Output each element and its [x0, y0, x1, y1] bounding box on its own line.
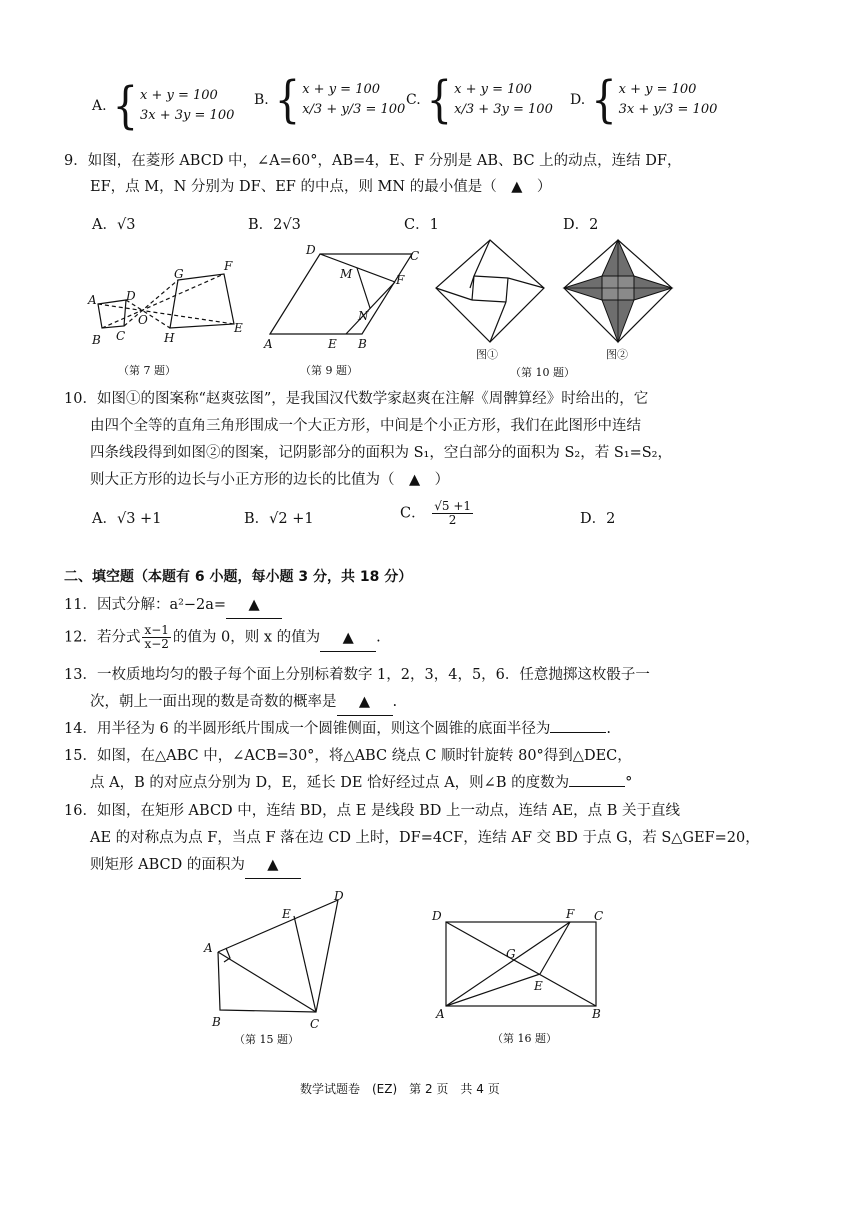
label-f: F	[224, 259, 233, 273]
q10-option-a: A．√3 +1	[92, 511, 162, 527]
caption-q15: （第 15 题）	[234, 1033, 299, 1046]
label-n: N	[358, 309, 369, 323]
q14: 14．用半径为 6 的半圆形纸片围成一个圆锥侧面，则这个圆锥的底面半径为 .	[64, 721, 612, 737]
answer-blank: ▲	[226, 592, 282, 619]
q13-line-1: 13．一枚质地均匀的骰子每个面上分别标着数字 1，2，3，4，5，6．任意抛掷这枚骰子一	[64, 667, 650, 683]
label-g: G	[506, 947, 516, 961]
label-b: B	[212, 1015, 221, 1029]
label-c: C	[116, 329, 126, 343]
q9-option-d: D．2	[563, 217, 599, 233]
q15-line-2: 点 A，B 的对应点分别为 D，E，延长 DE 恰好经过点 A，则∠B 的度数为 °	[90, 775, 633, 791]
equation-2: 3x + y/3 = 100	[618, 102, 718, 117]
label-e: E	[328, 337, 337, 351]
q10-line-2: 由四个全等的直角三角形围成一个大正方形，中间是个小正方形，我们在此图形中连结	[90, 418, 641, 434]
q10-line-3: 四条线段得到如图②的图案，记阴影部分的面积为 S₁，空白部分的面积为 S₂，若 S₁=S₂，	[90, 445, 672, 461]
label-d: D	[334, 889, 344, 903]
fraction: $\frac{x-1}{x-2}$	[144, 623, 169, 651]
label-e: E	[234, 321, 243, 335]
label-c: C	[594, 909, 604, 923]
q12: 12．若分式 $\frac{x-1}{x-2}$ 的值为 0，则 x 的值为 ▲ .	[64, 623, 381, 651]
figure-q15	[196, 888, 366, 1048]
answer-blank: ▲	[245, 852, 301, 879]
q9-line-2: EF，点 M，N 分别为 DF、EF 的中点，则 MN 的最小值是（ ▲ ）	[90, 179, 552, 195]
label-e: E	[534, 979, 543, 993]
q8-option-c: C. { x + y = 100 x/3 + 3y = 100	[406, 71, 553, 129]
q10-line-1: 10．如图①的图案称“赵爽弦图”，是我国汉代数学家赵爽在注解《周髀算经》时给出的，它	[64, 391, 649, 407]
label-b: B	[92, 333, 101, 347]
label-c: C	[410, 249, 420, 263]
label-o: O	[138, 313, 148, 327]
label-d: D	[432, 909, 442, 923]
q16-line-1: 16．如图，在矩形 ABCD 中，连结 BD，点 E 是线段 BD 上一动点，连结 AE，点 B 关于直线	[64, 803, 681, 819]
label-a: A	[204, 941, 213, 955]
q9-option-b: B．2√3	[248, 217, 301, 233]
q16-line-3: 则矩形 ABCD 的面积为 ▲	[90, 852, 301, 879]
option-label: D.	[570, 92, 586, 108]
equation-1: x + y = 100	[618, 82, 697, 97]
q10-option-c	[400, 500, 475, 527]
answer-blank: ▲	[337, 689, 393, 716]
q13-line-2: 次，朝上一面出现的数是奇数的概率是 ▲ .	[90, 689, 397, 716]
answer-blank	[569, 786, 625, 787]
fraction: $\frac{√5 +1}{2}$	[434, 499, 472, 527]
option-label: B.	[254, 92, 269, 108]
q11: 11．因式分解：a²−2a= ▲	[64, 592, 282, 619]
q8-option-a: A. { x + y = 100 3x + 3y = 100	[92, 77, 235, 135]
figure-q9	[260, 240, 430, 378]
section-heading: 二、填空题（本题有 6 小题，每小题 3 分，共 18 分）	[64, 569, 413, 585]
label-d: D	[306, 243, 316, 257]
label-e: E	[282, 907, 291, 921]
q16-line-2: AE 的对称点为点 F，当点 F 落在边 CD 上时，DF=4CF，连结 AF 交 BD 于点 G，若 S△GEF=20，	[90, 830, 760, 846]
label-d: D	[126, 289, 136, 303]
figure-q7	[84, 256, 254, 376]
q8-option-d: D. { x + y = 100 3x + y/3 = 100	[570, 71, 718, 129]
q10-line-4: 则大正方形的边长与小正方形的边长的比值为（ ▲ ）	[90, 472, 450, 488]
label-b: B	[592, 1007, 601, 1021]
caption-q16: （第 16 题）	[492, 1032, 557, 1045]
equation-2: x/3 + 3y = 100	[454, 102, 553, 117]
option-label: C．	[400, 505, 426, 522]
q9-option-a: A．√3	[92, 217, 136, 233]
caption-q10-fig1: 图①	[476, 348, 498, 361]
equation-2: x/3 + y/3 = 100	[302, 102, 406, 117]
q15-line-1: 15．如图，在△ABC 中，∠ACB=30°，将△ABC 绕点 C 顺时针旋转 80°得到△DEC，	[64, 748, 632, 764]
caption-q10-fig2: 图②	[606, 348, 628, 361]
answer-blank	[550, 732, 606, 733]
caption-q7: （第 7 题）	[118, 364, 176, 376]
q8-option-b: B. { x + y = 100 x/3 + y/3 = 100	[254, 71, 406, 129]
label-a: A	[88, 293, 97, 307]
q9-option-c: C．1	[404, 217, 439, 233]
q9-line-1: 9．如图，在菱形 ABCD 中，∠A=60°，AB=4，E、F 分别是 AB、BC 上的动点，连结 DF，	[64, 153, 682, 169]
figure-q10	[430, 234, 680, 382]
label-f: F	[566, 907, 575, 921]
q10-option-b: B．√2 +1	[244, 511, 314, 527]
page-footer: 数学试题卷 (EZ) 第 2 页 共 4 页	[300, 1082, 500, 1096]
caption-q10: （第 10 题）	[510, 366, 575, 379]
equation-1: x + y = 100	[454, 82, 532, 97]
equation-2: 3x + 3y = 100	[140, 108, 235, 123]
label-b: B	[358, 337, 367, 351]
label-f: F	[396, 273, 405, 287]
figure-q16	[428, 902, 618, 1048]
label-c: C	[310, 1017, 320, 1031]
label-m: M	[340, 267, 353, 281]
label-g: G	[174, 267, 184, 281]
label-a: A	[436, 1007, 445, 1021]
option-label: A.	[92, 98, 107, 114]
caption-q9: （第 9 题）	[300, 364, 358, 377]
q10-option-d: D．2	[580, 511, 616, 527]
label-h: H	[164, 331, 175, 345]
option-label: C.	[406, 92, 421, 108]
equation-1: x + y = 100	[302, 82, 381, 97]
answer-blank: ▲	[320, 625, 376, 652]
equation-1: x + y = 100	[140, 88, 218, 103]
label-a: A	[264, 337, 273, 351]
